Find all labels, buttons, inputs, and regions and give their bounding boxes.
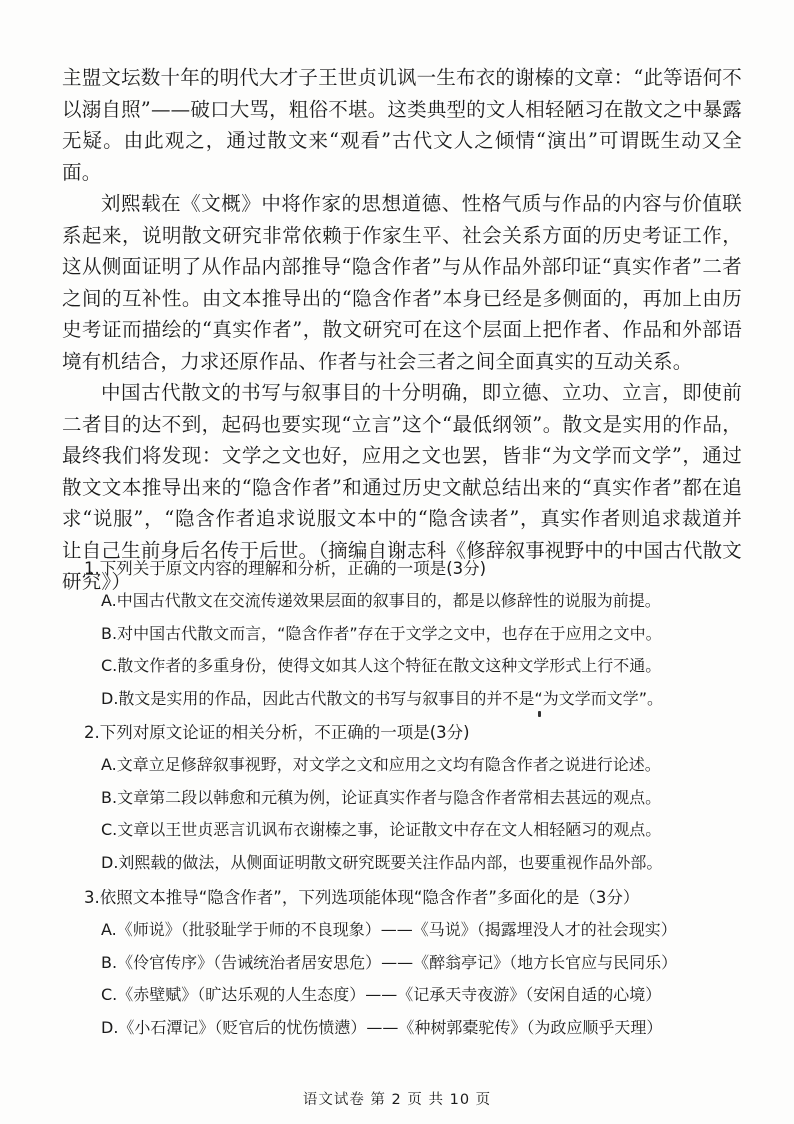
reading-passage: [62, 62, 742, 598]
question-2-option-b: B.文章第二段以韩愈和元稹为例，论证真实作者与隐含作者常相去甚远的观点。: [101, 787, 662, 807]
question-2-stem: 2.下列对原文论证的相关分析，不正确的一项是(3分): [84, 723, 470, 742]
question-1-option-b: B.对中国古代散文而言，“隐含作者”存在于文学之文中，也存在于应用之文中。: [101, 623, 662, 643]
passage-paragraph-2: 刘熙载在《文概》中将作家的思想道德、性格气质与作品的内容与价值联系起来，说明散文研究非常依赖于作家生平、社会关系方面的历史考证工作，这从侧面证明了从作品内部推导“隐含作者”与从作品外部印证“真实作者”二者之间的互补性。由文本推导出的“隐含作者”本身已经是多侧面的，再加上由历史考证而描绘的“真实作者”，散文研究可在这个层面上把作者、作品和外部语境有机结合，力求还原作品、作者与社会三者之间全面真实的互动关系。: [62, 192, 742, 373]
question-2-option-d: D.刘熙载的做法，从侧面证明散文研究既要关注作品内部，也要重视作品外部。: [101, 852, 663, 872]
question-2: [84, 717, 744, 879]
question-1: [84, 553, 744, 715]
question-list: [84, 553, 744, 1044]
passage-paragraph-1: 主盟文坛数十年的明代大才子王世贞讥讽一生布衣的谢榛的文章：“此等语何不以溺自照”——破口大骂，粗俗不堪。这类典型的文人相轻陋习在散文之中暴露无疑。由此观之，通过散文来“观看”古代文人之倾情“演出”可谓既生动又全面。: [62, 66, 742, 184]
pen-mark: [538, 711, 541, 717]
question-3-option-c: C.《赤壁赋》（旷达乐观的人生态度）——《记承天寺夜游》（安闲自适的心境）: [101, 985, 662, 1004]
question-2-option-a: A.文章立足修辞叙事视野，对文学之文和应用之文均有隐含作者之说进行论述。: [101, 755, 661, 774]
question-3-stem: 3.依照文本推导“隐含作者”，下列选项能体现“隐含作者”多面化的是（3分）: [84, 888, 640, 907]
question-3: [84, 882, 744, 1044]
question-1-option-c: C.散文作者的多重身份，使得文如其人这个特征在散文这种文学形式上行不通。: [101, 656, 662, 675]
question-2-option-c: C.文章以王世贞恶言讥讽布衣谢榛之事，论证散文中存在文人相轻陋习的观点。: [101, 820, 662, 839]
question-1-option-d: D.散文是实用的作品，因此古代散文的书写与叙事目的并不是“为文学而文学”。: [101, 688, 663, 708]
passage-paragraph-3: 中国古代散文的书写与叙事目的十分明确，即立德、立功、立言，即使前二者目的达不到，起码也要实现“立言”这个“最低纲领”。散文是实用的作品，最终我们将发现：文学之文也好，应用之文也罢，皆非“为文学而文学”，通过散文文本推导出来的“隐含作者”和通过历史文献总结出来的“真实作者”都在追求“说服”，“隐含作者追求说服文本中的“隐含读者”，真实作者则追求裁道并让自己生前身后名传于后世。（摘编自谢志科《修辞叙事视野中的中国古代散文研究》）: [62, 381, 742, 593]
question-3-option-d: D.《小石潭记》（贬官后的忧伤愤懑）——《种树郭橐驼传》（为政应顺乎天理）: [101, 1017, 663, 1037]
question-3-option-a: A.《师说》（批驳耻学于师的不良现象）——《马说》（揭露埋没人才的社会现实）: [101, 920, 677, 939]
question-1-option-a: A.中国古代散文在交流传递效果层面的叙事目的，都是以修辞性的说服为前提。: [101, 591, 661, 610]
question-1-stem: 1.下列关于原文内容的理解和分析，正确的一项是(3分): [84, 559, 487, 578]
question-3-option-b: B.《伶官传序》（告诫统治者居安思危）——《醉翁亭记》（地方长官应与民同乐）: [101, 952, 678, 972]
page-footer: 语文试卷 第 2 页 共 10 页: [302, 1092, 492, 1108]
